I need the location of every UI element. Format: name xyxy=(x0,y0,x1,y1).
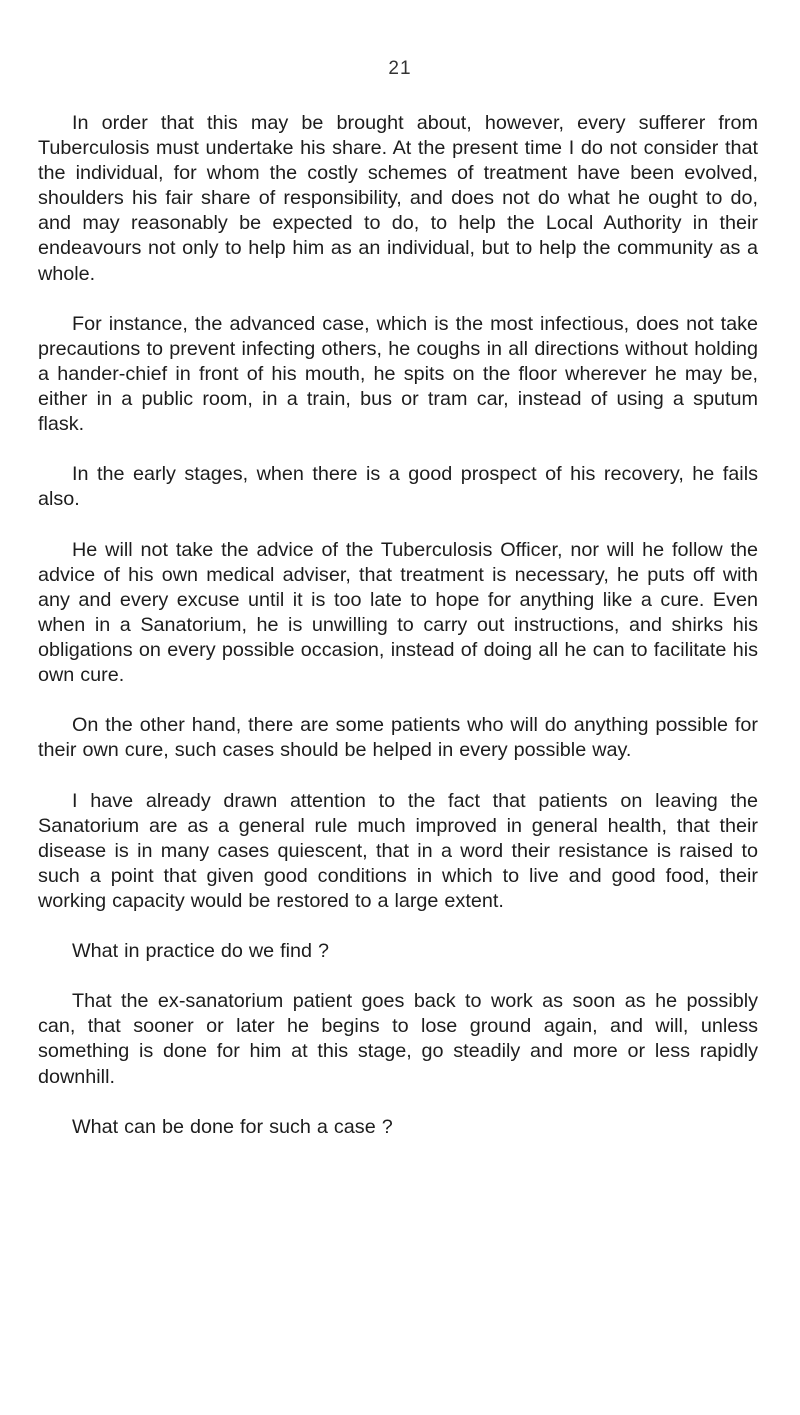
page-number: 21 xyxy=(388,58,412,79)
paragraph-early-stages: In the early stages, when there is a good prospect of his recovery, he fails also. xyxy=(38,463,758,511)
paragraph-question-practice: What in practice do we find ? xyxy=(72,940,329,963)
paragraph-willing-patients: On the other hand, there are some patients who will do anything possible for their own cure, such cases should be helped in every possible way. xyxy=(38,714,758,762)
body-text xyxy=(38,111,758,1140)
paragraph-shared-responsibility: In order that this may be brought about, however, every sufferer from Tuberculosis must undertake his share. At the present time I do not consider that the individual, for whom the costly schemes of treatment have been evolved, shoulders his fair share of responsibility, and does not do what he ought to do, and may reasonably be expected to do, to help the Local Authority in their endeavours not only to help him as an individual, but to help the community as a whole. xyxy=(38,112,758,285)
paragraph-advanced-case: For instance, the advanced case, which is the most infectious, does not take precautions to prevent infecting others, he coughs in all directions without holding a hander-chief in front of his mouth, he spits on the floor wherever he may be, either in a public room, in a train, bus or tram car, instead of using a sputum flask. xyxy=(38,312,758,436)
paragraph-advice-refused: He will not take the advice of the Tuberculosis Officer, nor will he follow the advice of his own medical adviser, that treatment is necessary, he puts off with any and every excuse until it is too late to hope for anything like a cure. Even when in a Sanatorium, he is unwilling to carry out instructions, and shirks his obligations on every possible occasion, instead of doing all he can to facilitate his own cure. xyxy=(38,538,758,687)
paragraph-improved-health: I have already drawn attention to the fact that patients on leaving the Sanatorium are as a general rule much improved in general health, that their disease is in many cases quiescent, that in a word their resistance is raised to such a point that given good conditions in which to live and good food, their working capacity would be restored to a large extent. xyxy=(38,789,758,912)
paragraph-ex-sanatorium: That the ex-sanatorium patient goes back to work as soon as he possibly can, that sooner or later he begins to lose ground again, and will, unless something is done for him at this stage, go steadily and more or less rapidly downhill. xyxy=(38,990,758,1088)
paragraph-question-case: What can be done for such a case ? xyxy=(72,1115,393,1138)
